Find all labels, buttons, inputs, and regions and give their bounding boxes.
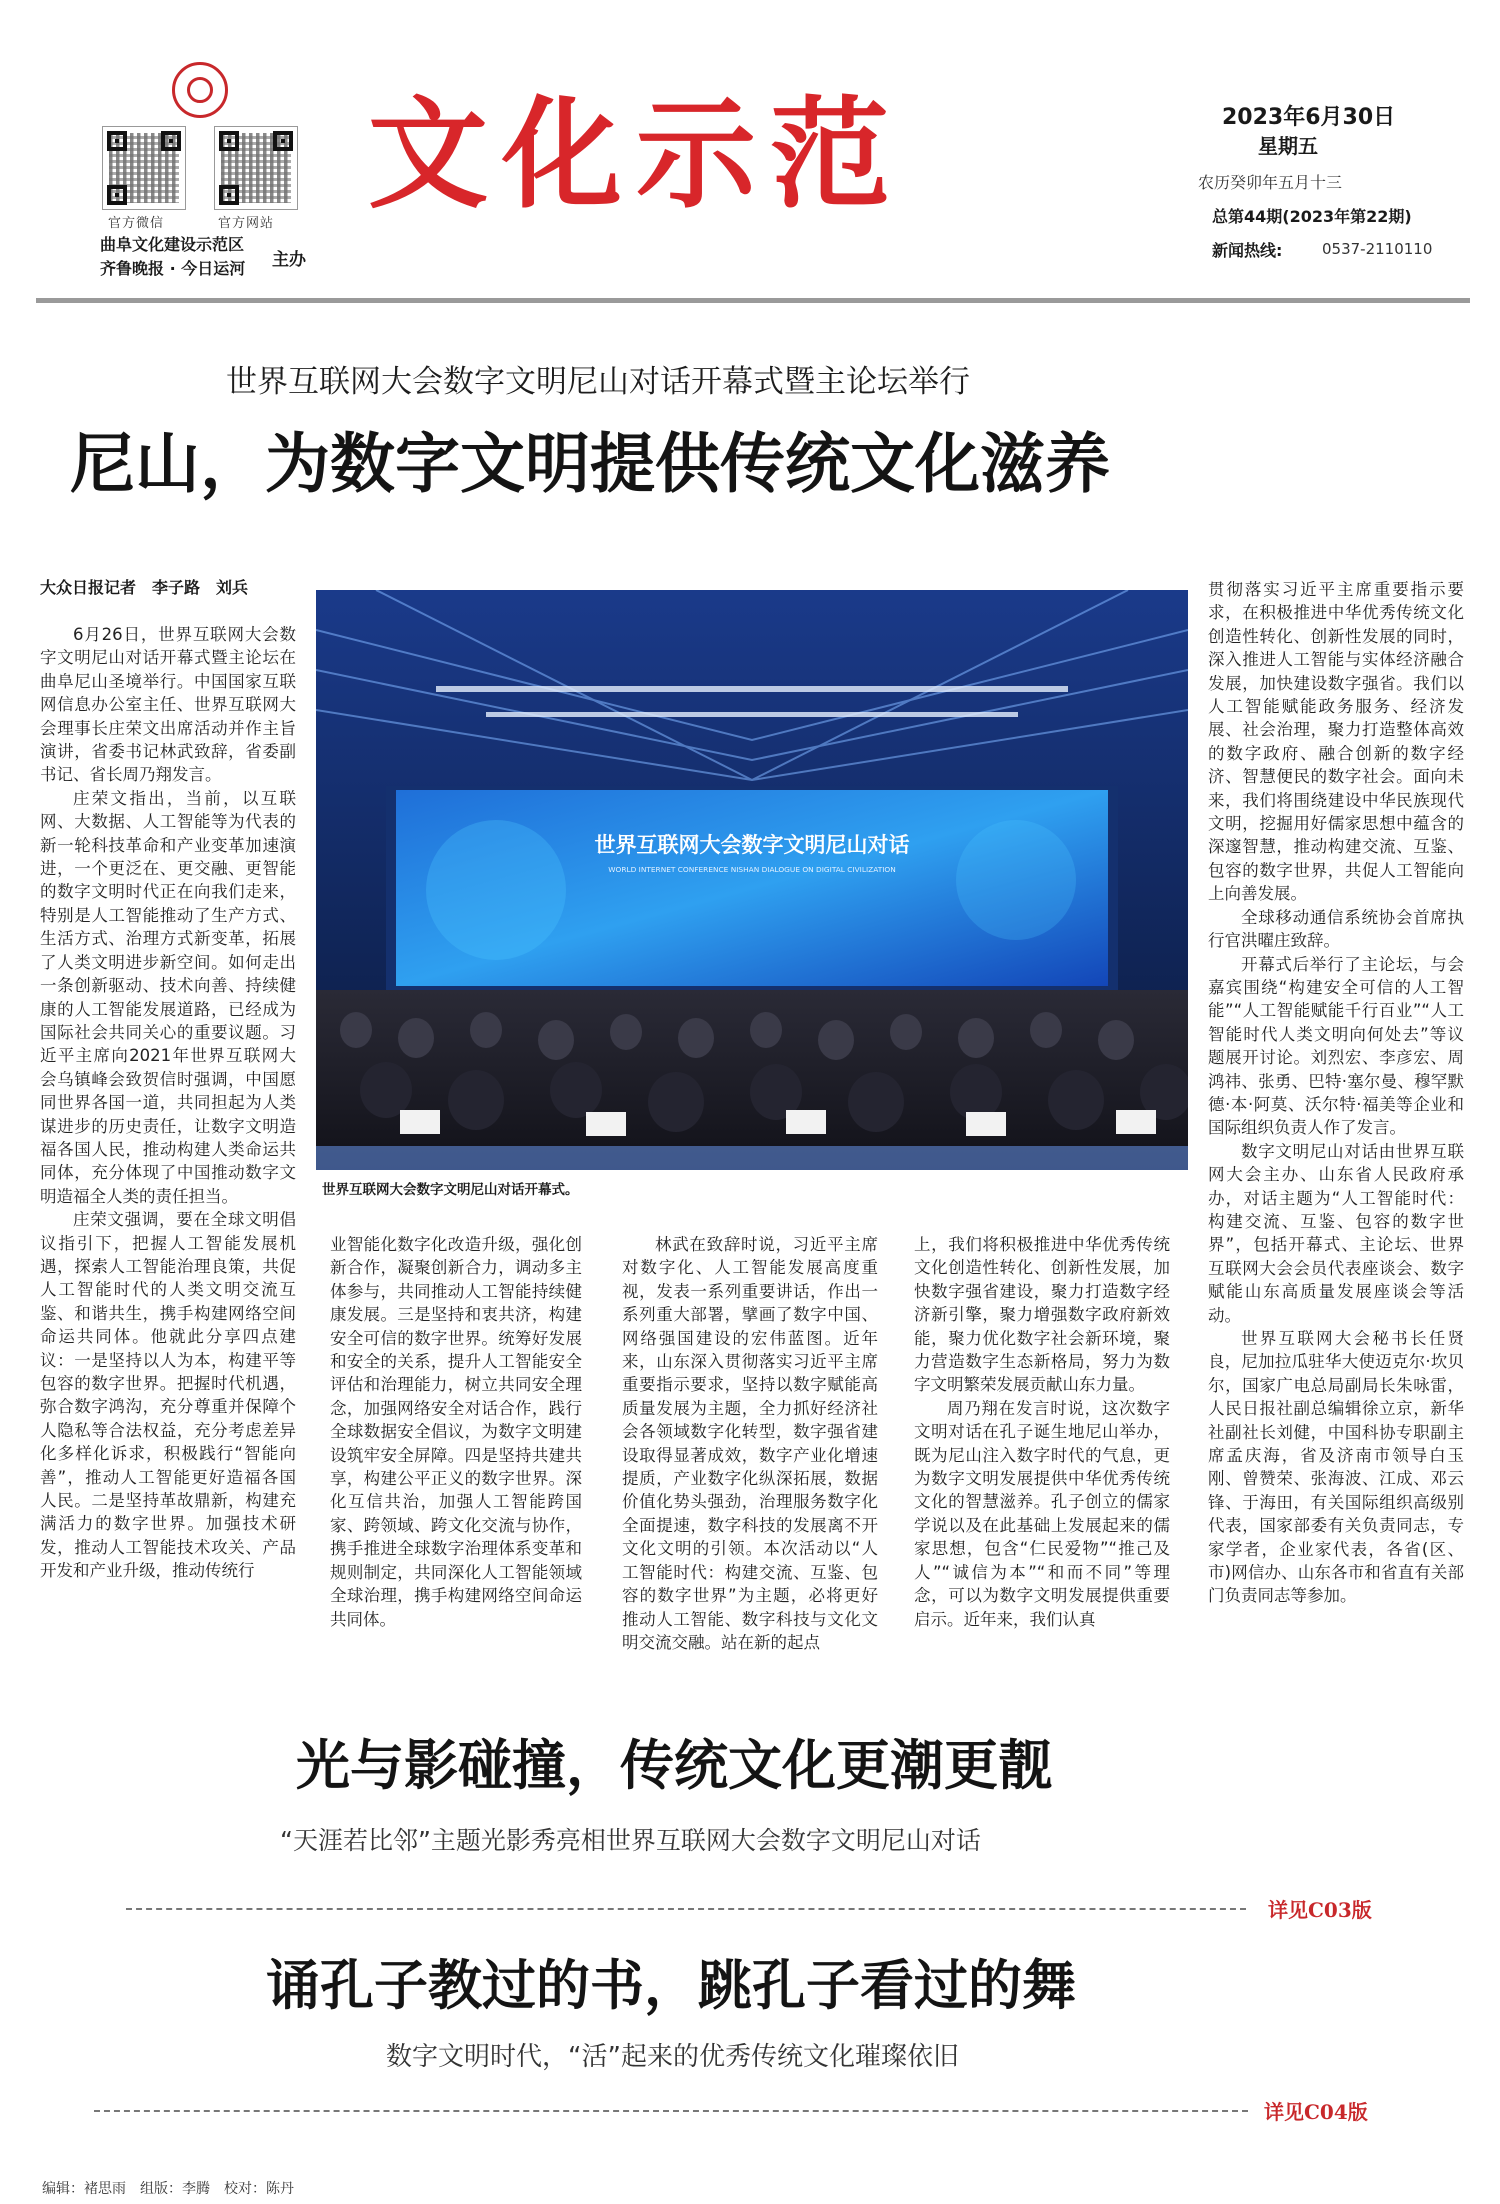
lead-column-4: [914, 1233, 1170, 1631]
lead-column-5: [1208, 578, 1464, 1608]
col3-para-1: 林武在致辞时说，习近平主席对数字化、人工智能发展高度重视，发表一系列重要讲话，作出一系列重大部署，擘画了数字中国、网络强国建设的宏伟蓝图。近年来，山东深入贯彻落实习近平主席重要指示要求，坚持以数字赋能高质量发展为主题，全力抓好经济社会各领域数字化转型，数字强省建设取得显著成效，数字产业化增速提质，产业数字化纵深拓展，数据价值化势头强劲，治理服务数字化全面提速，数字科技的发展离不开文化文明的引领。本次活动以“人工智能时代：构建交流、互鉴、包容的数字世界”为主题，必将更好推动人工智能、数字科技与文化文明交流交融。站在新的起点: [622, 1235, 878, 1652]
col5-para-4: 数字文明尼山对话由世界互联网大会主办、山东省人民政府承办，对话主题为“人工智能时代：构建交流、互鉴、包容的数字世界”，包括开幕式、主论坛、世界互联网大会会员代表座谈会、数字赋能山东高质量发展座谈会等活动。: [1208, 1141, 1464, 1325]
col1-para-2: 庄荣文指出，当前，以互联网、大数据、人工智能等为代表的新一轮科技革命和产业变革加速演进，一个更泛在、更交融、更智能的数字文明时代正在向我们走来，特别是人工智能推动了生产方式、生活方式、治理方式新变革，拓展了人类文明进步新空间。如何走出一条创新驱动、技术向善、持续健康的人工智能发展道路，已经成为国际社会共同关心的重要议题。习近平主席向2021年世界互联网大会乌镇峰会致贺信时强调，中国愿同世界各国一道，共同担起为人类谋进步的历史责任，让数字文明造福各国人民，推动构建人类命运共同体，充分体现了中国推动数字文明造福全人类的责任担当。: [40, 788, 296, 1206]
teaser1-subline: “天涯若比邻”主题光影秀亮相世界互联网大会数字文明尼山对话: [280, 1826, 981, 1855]
issue-date: 2023年6月30日: [1222, 105, 1396, 130]
sponsor-role: 主办: [272, 250, 306, 270]
masthead-rule: [36, 298, 1470, 303]
hotline-number: 0537-2110110: [1322, 240, 1433, 258]
issue-number: 总第44期(2023年第22期): [1212, 207, 1412, 226]
footer-credits: 编辑：褚思雨 组版：李腾 校对：陈丹: [42, 2181, 294, 2197]
lead-photo: [316, 590, 1188, 1170]
lead-column-3: [622, 1233, 878, 1654]
conference-hall-photo: [316, 590, 1188, 1170]
teaser1-divider: [126, 1908, 1246, 1910]
col4-para-1: 上，我们将积极推进中华优秀传统文化创造性转化、创新性发展，加快数字强省建设，聚力打造数字经济新引擎，聚力增强数字政府新效能，聚力优化数字社会新环境，聚力营造数字生态新格局，努力为数字文明繁荣发展贡献山东力量。: [914, 1235, 1170, 1395]
teaser2-headline: 诵孔子教过的书，跳孔子看过的舞: [266, 1953, 1076, 2017]
photo-caption: 世界互联网大会数字文明尼山对话开幕式。: [322, 1182, 579, 1198]
screen-subtitle: WORLD INTERNET CONFERENCE NISHAN DIALOGUE ON DIGITAL CIVILIZATION: [608, 865, 896, 874]
sponsor-line-1: 曲阜文化建设示范区: [100, 235, 245, 254]
lead-column-2: [330, 1233, 582, 1631]
col5-para-1: 贯彻落实习近平主席重要指示要求，在积极推进中华优秀传统文化创造性转化、创新性发展的同时，深入推进人工智能与实体经济融合发展，加快建设数字强省。我们以人工智能赋能政务服务、经济发展、社会治理，聚力打造整体高效的数字政府、融合创新的数字经济、智慧便民的数字社会。面向未来，我们将围绕建设中华民族现代文明，挖掘用好儒家思想中蕴含的深邃智慧，推动构建交流、互鉴、包容的数字世界，共促人工智能向上向善发展。: [1208, 580, 1464, 904]
screen-title: 世界互联网大会数字文明尼山对话: [594, 833, 910, 857]
lunar-date: 农历癸卯年五月十三: [1198, 173, 1343, 192]
lead-column-1: [40, 623, 296, 1583]
issue-weekday: 星期五: [1258, 134, 1318, 158]
qr-right-caption: 官方网站: [218, 216, 275, 231]
col2-para-1: 业智能化数字化改造升级，强化创新合作，凝聚创新合力，调动多主体参与，共同推动人工智能持续健康发展。三是坚持和衷共济，构建安全可信的数字世界。统筹好发展和安全的关系，提升人工智能安全评估和治理能力，树立共同安全理念，加强网络安全对话合作，践行全球数据安全倡议，为数字文明建设筑牢安全屏障。四是坚持共建共享，构建公平正义的数字世界。深化互信共治，加强人工智能跨国家、跨领域、跨文化交流与协作，携手推进全球数字治理体系变革和规则制定，共同深化人工智能领域全球治理，携手构建网络空间命运共同体。: [330, 1235, 582, 1629]
col4-para-2: 周乃翔在发言时说，这次数字文明对话在孔子诞生地尼山举办，既为尼山注入数字时代的气息，更为数字文明发展提供中华优秀传统文化的智慧滋养。孔子创立的儒家学说以及在此基础上发展起来的儒家思想，包含“仁民爱物”“推己及人”“诚信为本”“和而不同”等理念，可以为数字文明发展提供重要启示。近年来，我们认真: [914, 1398, 1170, 1629]
sponsor-line-2: 齐鲁晚报 · 今日运河: [100, 259, 246, 278]
teaser2-divider: [94, 2110, 1248, 2112]
col1-para-1: 6月26日，世界互联网大会数字文明尼山对话开幕式暨主论坛在曲阜尼山圣境举行。中国国家互联网信息办公室主任、世界互联网大会理事长庄荣文出席活动并作主旨演讲，省委书记林武致辞，省委副书记、省长周乃翔发言。: [40, 625, 296, 785]
teaser2-see-more-link[interactable]: 详见C04版: [1264, 2100, 1368, 2124]
teaser1-headline: 光与影碰撞，传统文化更潮更靓: [296, 1733, 1052, 1797]
col1-para-3: 庄荣文强调，要在全球文明倡议指引下，把握人工智能发展机遇，探索人工智能治理良策，共促人工智能时代的人类文明交流互鉴、和谐共生，携手构建网络空间命运共同体。他就此分享四点建议：一是坚持以人为本，构建平等包容的数字世界。把握时代机遇，弥合数字鸿沟，充分尊重并保障个人隐私等合法权益，充分考虑差异化多样化诉求，积极践行“智能向善”，推动人工智能更好造福各国人民。二是坚持革故鼎新，构建充满活力的数字世界。加强技术研发，推动人工智能技术攻关、产品开发和产业升级，推动传统行: [40, 1210, 296, 1581]
teaser2-subline: 数字文明时代，“活”起来的优秀传统文化璀璨依旧: [386, 2042, 959, 2072]
wechat-qr-code[interactable]: [102, 126, 186, 210]
qr-left-caption: 官方微信: [108, 216, 165, 231]
col5-para-3: 开幕式后举行了主论坛，与会嘉宾围绕“构建安全可信的人工智能”“人工智能赋能千行百业”“人工智能时代人类文明向何处去”等议题展开讨论。刘烈宏、李彦宏、周鸿祎、张勇、巴特·塞尔曼、穆罕默德·本·阿莫、沃尔特·福美等企业和国际组织负责人作了发言。: [1208, 954, 1464, 1138]
website-qr-code[interactable]: [214, 126, 298, 210]
teaser1-see-more-link[interactable]: 详见C03版: [1268, 1898, 1372, 1922]
lead-headline: 尼山，为数字文明提供传统文化滋养: [70, 426, 1111, 502]
hotline-label: 新闻热线:: [1212, 241, 1283, 260]
masthead-title: 文化示范: [368, 84, 904, 225]
col5-para-5: 世界互联网大会秘书长任贤良，尼加拉瓜驻华大使迈克尔·坎贝尔，国家广电总局副局长朱咏雷，人民日报社副总编辑徐立京，新华社副社长刘健，中国科协专职副主席孟庆海，省及济南市领导白玉刚、曾赞荣、张海波、江成、邓云锋、于海田，有关国际组织高级别代表，国家部委有关负责同志，专家学者，企业家代表，各省(区、市)网信办、山东各市和省直有关部门负责同志等参加。: [1208, 1329, 1464, 1606]
newspaper-seal-logo: [172, 62, 228, 118]
col5-para-2: 全球移动通信系统协会首席执行官洪曜庄致辞。: [1208, 907, 1464, 951]
lead-byline: 大众日报记者 李子路 刘兵: [40, 578, 249, 597]
lead-kicker: 世界互联网大会数字文明尼山对话开幕式暨主论坛举行: [226, 364, 970, 400]
